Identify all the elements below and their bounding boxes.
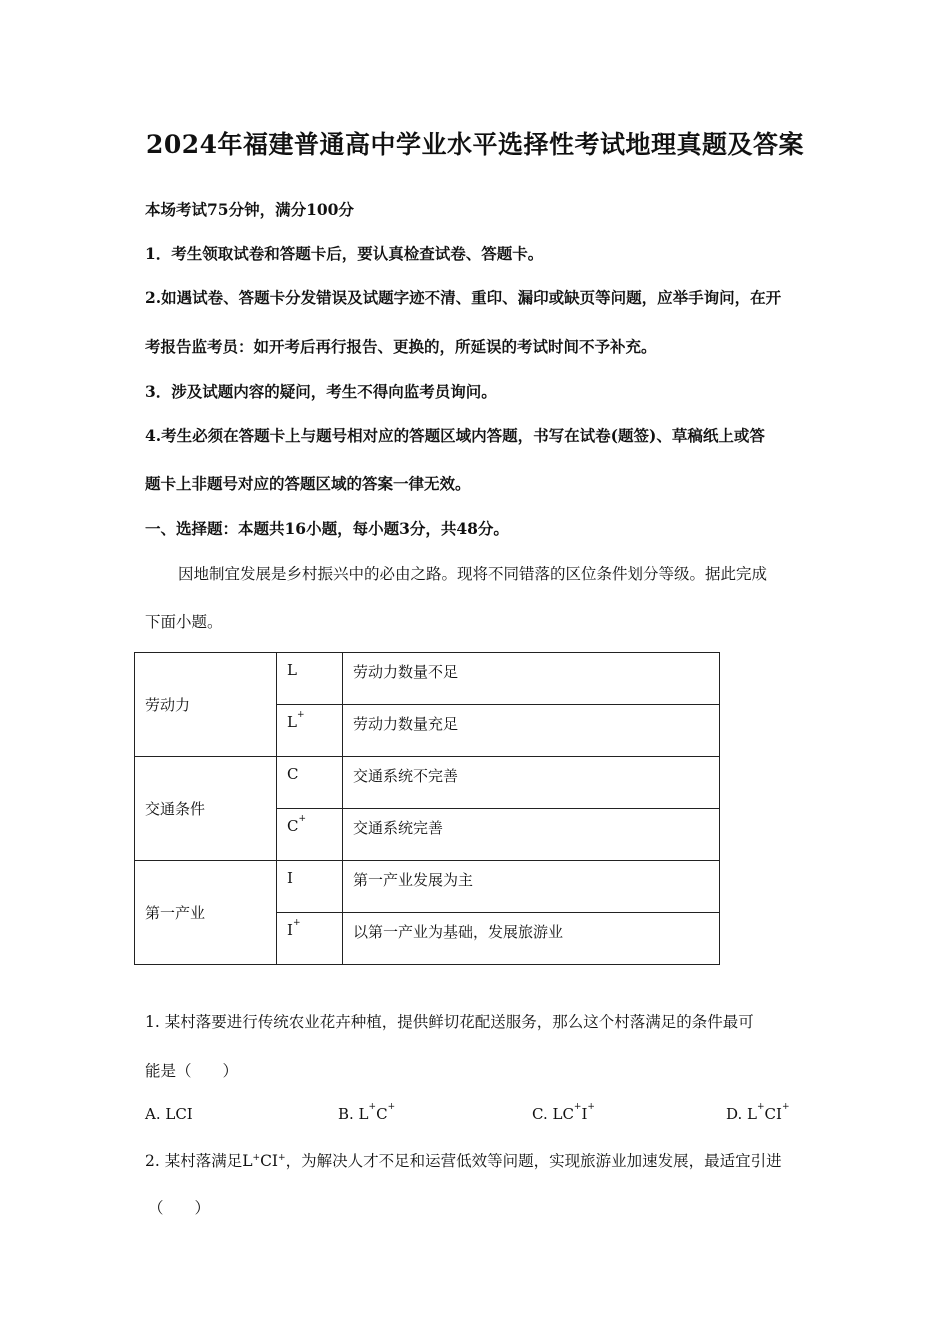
section-heading: 一、选择题：本题共16小题，每小题3分，共48分。 — [145, 519, 509, 538]
description-cell: 劳动力数量不足 — [343, 653, 720, 705]
question-2-stem: 2. 某村落满足L+CI+，为解决人才不足和运营低效等问题，实现旅游业加速发展，最适宜引进 — [145, 1152, 782, 1170]
intro-line-2: 下面小题。 — [145, 613, 223, 631]
intro-line-1: 因地制宜发展是乡村振兴中的必由之路。现将不同错落的区位条件划分等级。据此完成 — [178, 565, 768, 583]
option-d: D. L+CI+ — [726, 1102, 790, 1123]
category-cell: 劳动力 — [135, 653, 277, 757]
instruction-1: 1．考生领取试卷和答题卡后，要认真检查试卷、答题卡。 — [145, 244, 544, 263]
question-1-stem: 1. 某村落要进行传统农业花卉种植，提供鲜切花配送服务，那么这个村落满足的条件最可 — [145, 1013, 754, 1031]
description-cell: 劳动力数量充足 — [343, 705, 720, 757]
code-cell: I — [277, 861, 343, 913]
instruction-4: 4.考生必须在答题卡上与题号相对应的答题区域内答题，书写在试卷(题签)、草稿纸上或答 — [145, 426, 765, 445]
code-cell: C — [277, 757, 343, 809]
condition-table — [134, 652, 720, 965]
question-2-stem-cont: （ ） — [148, 1199, 211, 1217]
code-cell: C+ — [277, 809, 343, 861]
code-cell: L — [277, 653, 343, 705]
instruction-4-cont: 题卡上非题号对应的答题区域的答案一律无效。 — [145, 474, 471, 493]
document-title: 2024年福建普通高中学业水平选择性考试地理真题及答案 — [145, 130, 805, 159]
instruction-2: 2.如遇试卷、答题卡分发错误及试题字迹不清、重印、漏印或缺页等问题，应举手询问，在开 — [145, 288, 782, 307]
category-cell: 第一产业 — [135, 861, 277, 965]
question-1-stem-cont: 能是（ ） — [145, 1062, 239, 1080]
description-cell: 交通系统不完善 — [343, 757, 720, 809]
instruction-3: 3．涉及试题内容的疑问，考生不得向监考员询问。 — [145, 382, 497, 401]
code-cell: L+ — [277, 705, 343, 757]
code-cell: I+ — [277, 913, 343, 965]
description-cell: 以第一产业为基础，发展旅游业 — [343, 913, 720, 965]
option-c: C. LC+I+ — [532, 1102, 595, 1123]
option-b: B. L+C+ — [338, 1102, 396, 1123]
table-row — [135, 861, 720, 913]
option-a: A. LCI — [145, 1105, 193, 1123]
instruction-2-cont: 考报告监考员：如开考后再行报告、更换的，所延误的考试时间不予补充。 — [145, 337, 657, 356]
table-row — [135, 653, 720, 705]
table-row — [135, 757, 720, 809]
category-cell: 交通条件 — [135, 757, 277, 861]
description-cell: 第一产业发展为主 — [343, 861, 720, 913]
description-cell: 交通系统完善 — [343, 809, 720, 861]
exam-info: 本场考试75分钟，满分100分 — [145, 200, 354, 219]
